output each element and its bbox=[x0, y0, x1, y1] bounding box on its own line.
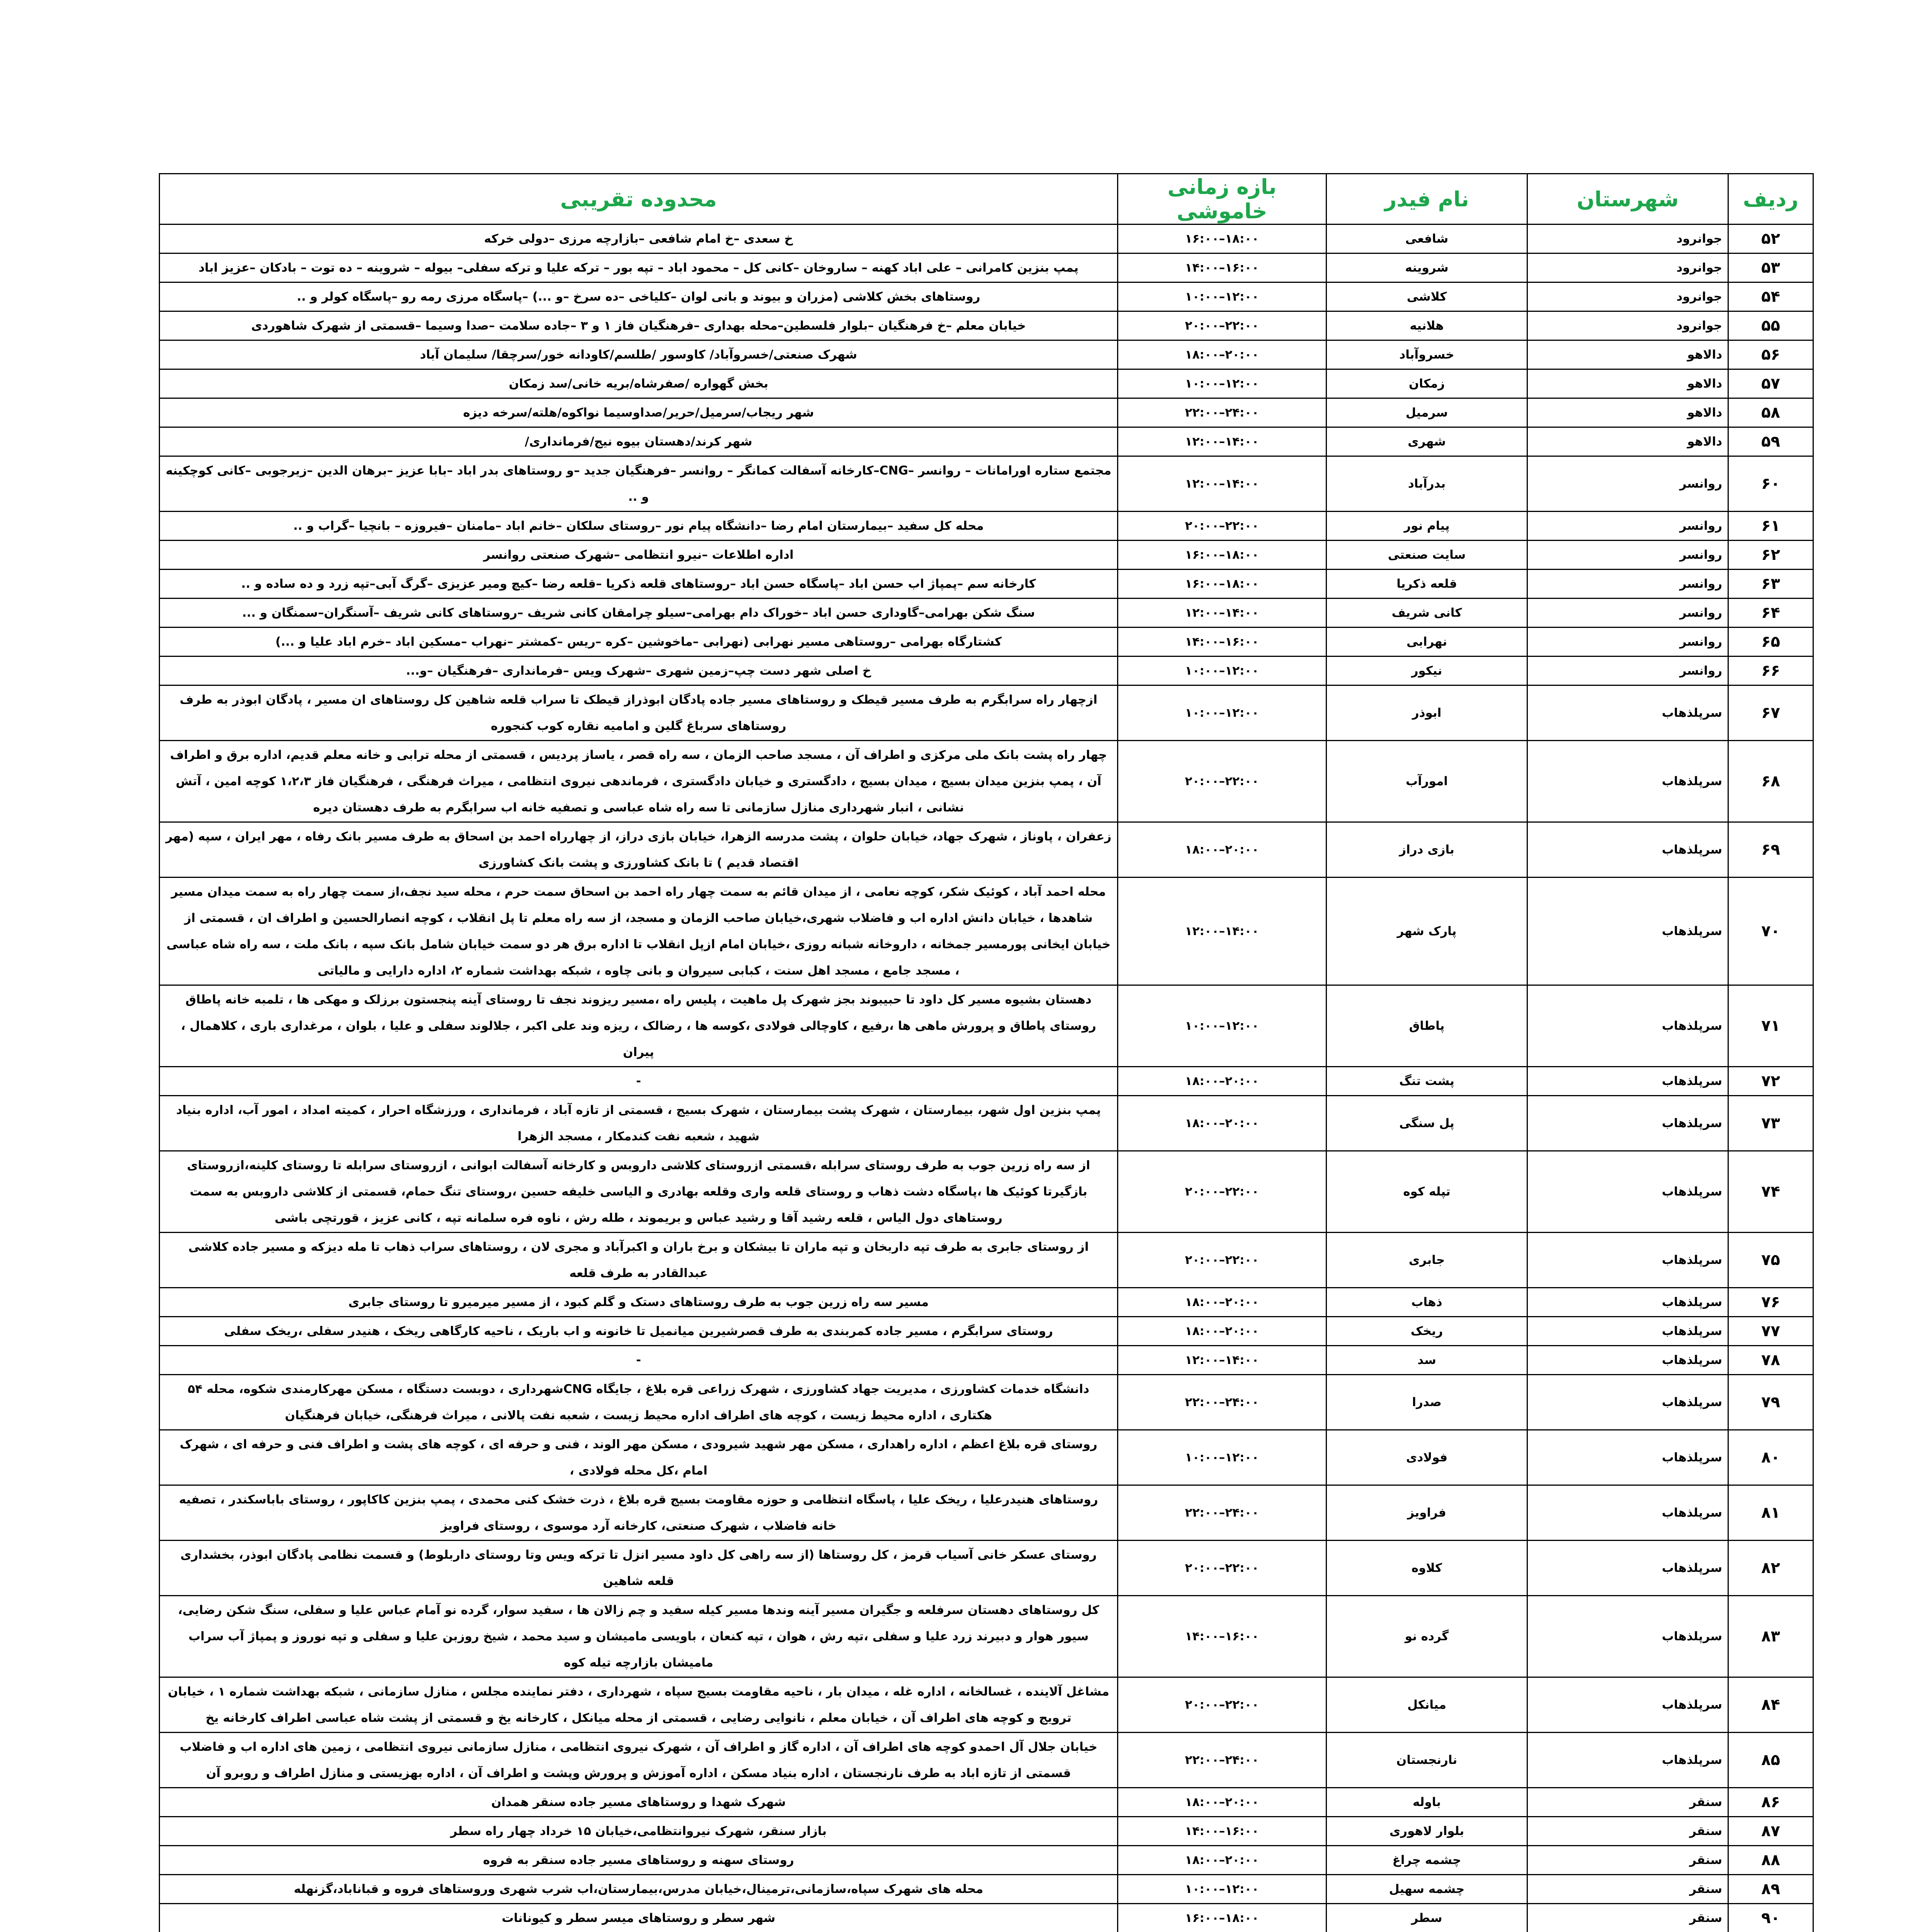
header-row bbox=[160, 174, 1813, 224]
table-body bbox=[160, 224, 1813, 1932]
row-number: ۹۰ bbox=[1728, 1904, 1813, 1932]
area-description-cell: روستای قره بلاغ اعظم ، اداره راهداری ، مسکن مهر شهید شیرودی ، مسکن مهر الوند ، فنی و حرفه ای ، کوچه های پشت و اطراف فنی و حرفه ای ، شهرک امام ،کل محله فولادی ، bbox=[160, 1430, 1118, 1485]
outage-time-cell: ۲۰:۰۰–۲۲:۰۰ bbox=[1118, 1233, 1327, 1288]
table-row bbox=[160, 1788, 1813, 1817]
row-number: ۶۷ bbox=[1728, 685, 1813, 741]
row-number: ۵۲ bbox=[1728, 224, 1813, 253]
area-description-cell: چهار راه پشت بانک ملی مرکزی و اطراف آن ، مسجد صاحب الزمان ، سه راه قصر ، یاساز پردیس ، قسمتی از محله ترابی و خانه معلم قدیم، اداره برق و اطراف آن ، پمپ بنزین میدان بسیج ، میدان بسیج ، دادگستری و خیابان دادگستری ، فرماندهی نیروی انتظامی ، میراث فرهنگی ، فرهنگیان فاز ۱،۲،۳ کوچه امین ، آتش نشانی ، انبار شهرداری منازل سازمانی تا سه راه شاه عباسی و تصفیه خانه اب سرابگرم به طرف دهستان دیره bbox=[160, 741, 1118, 822]
table-row bbox=[160, 253, 1813, 282]
feeder-name-cell: کانی شریف bbox=[1327, 599, 1527, 628]
area-description-cell: محله های شهرک سپاه،سازمانی،ترمینال،خیابان مدرس،بیمارستان،اب شرب شهری وروستاهای فروه و قباناباد،گزنهله bbox=[160, 1875, 1118, 1904]
row-number: ۸۸ bbox=[1728, 1846, 1813, 1875]
table-row bbox=[160, 878, 1813, 985]
outage-schedule-sheet bbox=[160, 173, 1814, 1932]
outage-table bbox=[159, 173, 1814, 1932]
area-description-cell: دهستان بشیوه مسیر کل داود تا حبیبوند بجز شهرک پل ماهیت ، پلیس راه ،مسیر ریزوند نجف تا روستای آینه پنجستون برزلک و مهکی ها ، تلمبه خانه پاطاق روستای پاطاق و پرورش ماهی ها ،رفیع ، کاوچالی فولادی ،کوسه ها ، رضالک ، ریزه وند علی اکبر ، جلالوند سفلی و علیا ، بلوان ، مرغداری باری ، کلاهمال ، پیران bbox=[160, 985, 1118, 1067]
outage-time-cell: ۲۰:۰۰–۲۲:۰۰ bbox=[1118, 1151, 1327, 1233]
area-description-cell: اداره اطلاعات –نیرو انتظامی –شهرک صنعتی روانسر bbox=[160, 541, 1118, 570]
outage-time-cell: ۲۰:۰۰–۲۲:۰۰ bbox=[1118, 741, 1327, 822]
outage-time-cell: ۱۰:۰۰–۱۲:۰۰ bbox=[1118, 685, 1327, 741]
row-number: ۶۰ bbox=[1728, 456, 1813, 512]
row-number: ۸۳ bbox=[1728, 1596, 1813, 1677]
row-number: ۷۳ bbox=[1728, 1096, 1813, 1151]
table-row bbox=[160, 541, 1813, 570]
feeder-name-cell: امورآب bbox=[1327, 741, 1527, 822]
city-cell: سرپلذهاب bbox=[1527, 878, 1728, 985]
row-number: ۶۵ bbox=[1728, 628, 1813, 656]
area-description-cell: شهرک شهدا و روستاهای مسیر جاده سنقر همدان bbox=[160, 1788, 1118, 1817]
table-row bbox=[160, 741, 1813, 822]
table-row bbox=[160, 1875, 1813, 1904]
outage-time-cell: ۲۲:۰۰–۲۴:۰۰ bbox=[1118, 398, 1327, 427]
table-row bbox=[160, 1677, 1813, 1733]
outage-time-cell: ۱۸:۰۰–۲۰:۰۰ bbox=[1118, 340, 1327, 369]
table-row bbox=[160, 224, 1813, 253]
city-cell: روانسر bbox=[1527, 456, 1728, 512]
city-cell: سرپلذهاب bbox=[1527, 741, 1728, 822]
feeder-name-cell: شهری bbox=[1327, 427, 1527, 456]
row-number: ۸۴ bbox=[1728, 1677, 1813, 1733]
row-number: ۸۷ bbox=[1728, 1817, 1813, 1846]
area-description-cell: - bbox=[160, 1346, 1118, 1375]
outage-time-cell: ۲۲:۰۰–۲۴:۰۰ bbox=[1118, 1375, 1327, 1430]
table-row bbox=[160, 1596, 1813, 1677]
feeder-name-cell: تپله کوه bbox=[1327, 1151, 1527, 1233]
area-description-cell: روستاهای بخش کلاشی (مزران و بیوند و بانی لوان –کلیاخی –ده سرخ –و ...) –پاسگاه مرزی رمه رو –پاسگاه کولر و .. bbox=[160, 282, 1118, 311]
table-row bbox=[160, 1485, 1813, 1541]
feeder-name-cell: کلاشی bbox=[1327, 282, 1527, 311]
table-row bbox=[160, 1233, 1813, 1288]
area-description-cell: محله احمد آباد ، کوئیک شکر، کوچه نعامی ، از میدان قائم به سمت چهار راه احمد بن اسحاق سمت حرم ، محله سید نجف،از سمت چهار راه به سمت میدان مسیر شاهدها ، خیابان دانش اداره اب و فاضلاب شهری،خیابان صاحب الزمان و مسجد، از سه راه معلم تا پل انقلاب ، کوچه انصارالحسین و اطراف ان ، قسمتی از خیابان ایخانی پورمسیر جمخانه ، داروخانه شبانه روزی ،خیابان امام ازپل انقلاب تا اداره برق هر دو سمت خیابان شامل بانک سپه ، بانک ملت ، سه راه شاه عباسی ، مسجد جامع ، مسجد اهل سنت ، کبابی سیروان و بانی چاوه ، شبکه بهداشت شماره ۲، اداره دارایی و مالیاتی bbox=[160, 878, 1118, 985]
city-cell: سرپلذهاب bbox=[1527, 1430, 1728, 1485]
row-number: ۷۵ bbox=[1728, 1233, 1813, 1288]
feeder-name-cell: پارک شهر bbox=[1327, 878, 1527, 985]
area-description-cell: شهرک صنعتی/خسروآباد/ کاوسور /طلسم/کاودانه خور/سرچقا/ سلیمان آباد bbox=[160, 340, 1118, 369]
row-number: ۵۳ bbox=[1728, 253, 1813, 282]
city-cell: سرپلذهاب bbox=[1527, 1596, 1728, 1677]
feeder-name-cell: صدرا bbox=[1327, 1375, 1527, 1430]
outage-time-cell: ۲۰:۰۰–۲۲:۰۰ bbox=[1118, 512, 1327, 541]
table-row bbox=[160, 1904, 1813, 1932]
area-description-cell: شهر سطر و روستاهای میسر سطر و کیونانات bbox=[160, 1904, 1118, 1932]
feeder-name-cell: بدرآباد bbox=[1327, 456, 1527, 512]
feeder-name-cell: سایت صنعتی bbox=[1327, 541, 1527, 570]
feeder-name-cell: سرمیل bbox=[1327, 398, 1527, 427]
row-number: ۵۷ bbox=[1728, 369, 1813, 398]
table-row bbox=[160, 398, 1813, 427]
feeder-name-cell: بلوار لاهوری bbox=[1327, 1817, 1527, 1846]
area-description-cell: روستای سهنه و روستاهای مسیر جاده سنقر به فروه bbox=[160, 1846, 1118, 1875]
header-city: شهرستان bbox=[1527, 174, 1728, 224]
area-description-cell: خ اصلی شهر دست چپ–زمین شهری –شهرک ویس –فرمانداری –فرهنگیان –و... bbox=[160, 656, 1118, 685]
city-cell: روانسر bbox=[1527, 628, 1728, 656]
row-number: ۷۷ bbox=[1728, 1317, 1813, 1346]
city-cell: سرپلذهاب bbox=[1527, 1677, 1728, 1733]
feeder-name-cell: چشمه چراغ bbox=[1327, 1846, 1527, 1875]
area-description-cell: بخش گهواره /صفرشاه/بریه خانی/سد زمکان bbox=[160, 369, 1118, 398]
row-number: ۸۱ bbox=[1728, 1485, 1813, 1541]
city-cell: سرپلذهاب bbox=[1527, 1151, 1728, 1233]
outage-time-cell: ۱۸:۰۰–۲۰:۰۰ bbox=[1118, 822, 1327, 878]
city-cell: دالاهو bbox=[1527, 340, 1728, 369]
outage-time-cell: ۲۰:۰۰–۲۲:۰۰ bbox=[1118, 1541, 1327, 1596]
table-row bbox=[160, 1151, 1813, 1233]
feeder-name-cell: قلعه ذکریا bbox=[1327, 570, 1527, 599]
city-cell: سنقر bbox=[1527, 1846, 1728, 1875]
city-cell: روانسر bbox=[1527, 512, 1728, 541]
row-number: ۵۵ bbox=[1728, 311, 1813, 340]
feeder-name-cell: باوله bbox=[1327, 1788, 1527, 1817]
feeder-name-cell: ریخک bbox=[1327, 1317, 1527, 1346]
table-row bbox=[160, 1846, 1813, 1875]
city-cell: سرپلذهاب bbox=[1527, 1067, 1728, 1096]
city-cell: سرپلذهاب bbox=[1527, 1233, 1728, 1288]
city-cell: دالاهو bbox=[1527, 398, 1728, 427]
row-number: ۷۶ bbox=[1728, 1288, 1813, 1317]
table-header bbox=[160, 174, 1813, 224]
area-description-cell: کل روستاهای دهستان سرفلعه و جگیران مسیر آینه وندها مسیر کیله سفید و چم زالان ها ، سفید سوار، گرده نو آمام عباس علیا و سفلی، سنگ شکن رضایی، سیور هوار و دبیرند زرد علیا و سفلی ،تپه رش ، هوان ، تپه کنعان ، باویسی مامیشان و سید محمد ، شیخ روزبن علیا و سفلی و تپه نوروز و پمپاژ آب سراب مامیشان بازارچه تیله کوه bbox=[160, 1596, 1118, 1677]
row-number: ۶۹ bbox=[1728, 822, 1813, 878]
outage-time-cell: ۱۲:۰۰–۱۴:۰۰ bbox=[1118, 878, 1327, 985]
header-feeder: نام فیدر bbox=[1327, 174, 1527, 224]
area-description-cell: خیابان جلال آل احمدو کوچه های اطراف آن ، اداره گاز و اطراف آن ، شهرک نیروی انتظامی ، منازل سازمانی نیروی انتظامی ، زمین های اداره اب و فاضلاب قسمتی از تازه اباد به طرف نارنجستان ، اداره بنیاد مسکن ، اداره آموزش و پرورش وپشت و اطراف آن ، اداره بهزیستی و منازل اطراف و روبرو آن bbox=[160, 1733, 1118, 1788]
city-cell: سرپلذهاب bbox=[1527, 1541, 1728, 1596]
feeder-name-cell: سد bbox=[1327, 1346, 1527, 1375]
city-cell: سرپلذهاب bbox=[1527, 1317, 1728, 1346]
header-time: بازه زمانی خاموشی bbox=[1118, 174, 1327, 224]
table-row bbox=[160, 427, 1813, 456]
city-cell: روانسر bbox=[1527, 656, 1728, 685]
feeder-name-cell: نیکور bbox=[1327, 656, 1527, 685]
outage-time-cell: ۱۰:۰۰–۱۲:۰۰ bbox=[1118, 282, 1327, 311]
feeder-name-cell: پیام نور bbox=[1327, 512, 1527, 541]
outage-time-cell: ۱۸:۰۰–۲۰:۰۰ bbox=[1118, 1288, 1327, 1317]
table-row bbox=[160, 456, 1813, 512]
table-row bbox=[160, 1346, 1813, 1375]
table-row bbox=[160, 685, 1813, 741]
table-row bbox=[160, 656, 1813, 685]
header-radif: ردیف bbox=[1728, 174, 1813, 224]
feeder-name-cell: پشت تنگ bbox=[1327, 1067, 1527, 1096]
area-description-cell: از سه راه زرین جوب به طرف روستای سرابله ،قسمتی ازروستای کلاشی داروبس و کارخانه آسفالت ابوانی ، ازروستای سرابله تا روستای کلینه،ازروستای بازگیرتا کوئیک ها ،پاسگاه دشت ذهاب و روستای قلعه واری وقلعه بهادری و الیاسی خلیفه حسین ،روستای تنگ حمام، قسمتی از کلاشی داروبس به سمت روستاهای دول الیاس ، قلعه رشید آقا و رشید عباس و بریموند ، طله رش ، ناوه فره سلمانه تپه ، کانی عزیز ، قورتچی باشی bbox=[160, 1151, 1118, 1233]
feeder-name-cell: خسروآباد bbox=[1327, 340, 1527, 369]
feeder-name-cell: کلاوه bbox=[1327, 1541, 1527, 1596]
city-cell: سنقر bbox=[1527, 1788, 1728, 1817]
area-description-cell: کارخانه سم –پمپاژ اب حسن اباد –پاسگاه حسن اباد –روستاهای قلعه ذکریا –قلعه رضا –کیچ ومیر عزیزی –گرگ آبی–تپه زرد و ده ساده و .. bbox=[160, 570, 1118, 599]
table-row bbox=[160, 1430, 1813, 1485]
city-cell: سرپلذهاب bbox=[1527, 1288, 1728, 1317]
city-cell: سرپلذهاب bbox=[1527, 1096, 1728, 1151]
feeder-name-cell: نارنجستان bbox=[1327, 1733, 1527, 1788]
area-description-cell: شهر ریجاب/سرمیل/حریر/صداوسیما نواکوه/هلته/سرخه دیزه bbox=[160, 398, 1118, 427]
table-row bbox=[160, 985, 1813, 1067]
outage-time-cell: ۱۲:۰۰–۱۴:۰۰ bbox=[1118, 456, 1327, 512]
city-cell: سنقر bbox=[1527, 1817, 1728, 1846]
city-cell: سرپلذهاب bbox=[1527, 1346, 1728, 1375]
outage-time-cell: ۱۰:۰۰–۱۲:۰۰ bbox=[1118, 656, 1327, 685]
feeder-name-cell: زمکان bbox=[1327, 369, 1527, 398]
row-number: ۶۳ bbox=[1728, 570, 1813, 599]
outage-time-cell: ۱۰:۰۰–۱۲:۰۰ bbox=[1118, 369, 1327, 398]
feeder-name-cell: ابوذر bbox=[1327, 685, 1527, 741]
outage-time-cell: ۱۰:۰۰–۱۲:۰۰ bbox=[1118, 1430, 1327, 1485]
table-row bbox=[160, 1288, 1813, 1317]
outage-time-cell: ۲۲:۰۰–۲۴:۰۰ bbox=[1118, 1733, 1327, 1788]
feeder-name-cell: فراویز bbox=[1327, 1485, 1527, 1541]
outage-time-cell: ۱۴:۰۰–۱۶:۰۰ bbox=[1118, 253, 1327, 282]
feeder-name-cell: میانکل bbox=[1327, 1677, 1527, 1733]
row-number: ۸۹ bbox=[1728, 1875, 1813, 1904]
outage-time-cell: ۱۲:۰۰–۱۴:۰۰ bbox=[1118, 599, 1327, 628]
city-cell: سرپلذهاب bbox=[1527, 1485, 1728, 1541]
city-cell: جوانرود bbox=[1527, 253, 1728, 282]
city-cell: سرپلذهاب bbox=[1527, 985, 1728, 1067]
table-row bbox=[160, 340, 1813, 369]
feeder-name-cell: شروینه bbox=[1327, 253, 1527, 282]
area-description-cell: از روستای جابری به طرف تپه داربخان و تپه ماران تا بیشکان و برخ باران و اکبرآباد و مجری لان ، روستاهای سراب ذهاب تا مله دیزکه و مسیر جاده کلاشی عبدالقادر به طرف قلعه bbox=[160, 1233, 1118, 1288]
row-number: ۸۵ bbox=[1728, 1733, 1813, 1788]
table-row bbox=[160, 512, 1813, 541]
row-number: ۶۲ bbox=[1728, 541, 1813, 570]
outage-time-cell: ۱۸:۰۰–۲۰:۰۰ bbox=[1118, 1846, 1327, 1875]
table-row bbox=[160, 1733, 1813, 1788]
table-row bbox=[160, 570, 1813, 599]
area-description-cell: سنگ شکن بهرامی–گاوداری حسن اباد –خوراک دام بهرامی–سیلو چرامقان کانی شریف –روستاهای کانی شریف –آسنگران–سمنگان و ... bbox=[160, 599, 1118, 628]
area-description-cell: - bbox=[160, 1067, 1118, 1096]
row-number: ۸۲ bbox=[1728, 1541, 1813, 1596]
outage-time-cell: ۱۴:۰۰–۱۶:۰۰ bbox=[1118, 1817, 1327, 1846]
row-number: ۶۱ bbox=[1728, 512, 1813, 541]
outage-time-cell: ۱۰:۰۰–۱۲:۰۰ bbox=[1118, 985, 1327, 1067]
table-row bbox=[160, 599, 1813, 628]
feeder-name-cell: شافعی bbox=[1327, 224, 1527, 253]
row-number: ۵۴ bbox=[1728, 282, 1813, 311]
city-cell: جوانرود bbox=[1527, 282, 1728, 311]
city-cell: سرپلذهاب bbox=[1527, 1733, 1728, 1788]
feeder-name-cell: ذهاب bbox=[1327, 1288, 1527, 1317]
outage-time-cell: ۱۸:۰۰–۲۰:۰۰ bbox=[1118, 1317, 1327, 1346]
row-number: ۷۱ bbox=[1728, 985, 1813, 1067]
area-description-cell: ازچهار راه سرابگرم به طرف مسیر قیطک و روستاهای مسیر جاده پادگان ابوذراز قیطک تا سراب قلعه شاهین کل روستاهای ان مسیر ، پادگان ابوذر به طرف روستاهای سرباغ گلین و امامیه نقاره کوب کنجوره bbox=[160, 685, 1118, 741]
city-cell: روانسر bbox=[1527, 541, 1728, 570]
row-number: ۷۹ bbox=[1728, 1375, 1813, 1430]
table-row bbox=[160, 1096, 1813, 1151]
row-number: ۷۲ bbox=[1728, 1067, 1813, 1096]
table-row bbox=[160, 1067, 1813, 1096]
feeder-name-cell: نهرابی bbox=[1327, 628, 1527, 656]
outage-time-cell: ۱۴:۰۰–۱۶:۰۰ bbox=[1118, 628, 1327, 656]
area-description-cell: خ سعدی –خ امام شافعی –بازارچه مرزی –دولی خرکه bbox=[160, 224, 1118, 253]
outage-time-cell: ۱۴:۰۰–۱۶:۰۰ bbox=[1118, 1596, 1327, 1677]
area-description-cell: پمپ بنزین کامرانی – علی اباد کهنه – ساروخان –کانی کل – محمود اباد – تپه بور – ترکه علیا و ترکه سفلی– بیوله – شروینه – ده توت – بادکان –عزیز اباد bbox=[160, 253, 1118, 282]
outage-time-cell: ۱۶:۰۰–۱۸:۰۰ bbox=[1118, 1904, 1327, 1932]
row-number: ۷۰ bbox=[1728, 878, 1813, 985]
area-description-cell: محله کل سفید –بیمارستان امام رضا –دانشگاه پیام نور –روستای سلکان –خانم اباد –مامنان –فیروزه – بانچیا –گراب و .. bbox=[160, 512, 1118, 541]
area-description-cell: روستای عسکر خانی آسیاب قرمز ، کل روستاها (از سه راهی کل داود مسیر انزل تا ترکه ویس وتا روستای داربلوط) و قسمت نظامی پادگان ابوذر، بخشداری قلعه شاهین bbox=[160, 1541, 1118, 1596]
row-number: ۵۸ bbox=[1728, 398, 1813, 427]
area-description-cell: دانشگاه خدمات کشاورزی ، مدیریت جهاد کشاورزی ، شهرک زراعی قره بلاغ ، جایگاه CNGشهرداری ، دوبست دستگاه ، مسکن مهرکارمندی شکوه، محله ۵۴ هکتاری ، اداره محیط زیست ، کوچه های اطراف اداره محیط زیست ، شعبه نفت پالانی ، میراث فرهنگی، خیابان فرهنگیان bbox=[160, 1375, 1118, 1430]
feeder-name-cell: هلانیه bbox=[1327, 311, 1527, 340]
row-number: ۵۹ bbox=[1728, 427, 1813, 456]
city-cell: سرپلذهاب bbox=[1527, 685, 1728, 741]
row-number: ۵۶ bbox=[1728, 340, 1813, 369]
outage-time-cell: ۱۶:۰۰–۱۸:۰۰ bbox=[1118, 541, 1327, 570]
outage-time-cell: ۱۰:۰۰–۱۲:۰۰ bbox=[1118, 1875, 1327, 1904]
row-number: ۶۶ bbox=[1728, 656, 1813, 685]
feeder-name-cell: پاطاق bbox=[1327, 985, 1527, 1067]
outage-time-cell: ۱۶:۰۰–۱۸:۰۰ bbox=[1118, 570, 1327, 599]
row-number: ۷۸ bbox=[1728, 1346, 1813, 1375]
table-row bbox=[160, 1375, 1813, 1430]
outage-time-cell: ۲۰:۰۰–۲۲:۰۰ bbox=[1118, 311, 1327, 340]
feeder-name-cell: پل سنگی bbox=[1327, 1096, 1527, 1151]
city-cell: سرپلذهاب bbox=[1527, 822, 1728, 878]
table-row bbox=[160, 369, 1813, 398]
area-description-cell: مشاغل آلاینده ، غسالخانه ، اداره غله ، میدان بار ، ناحیه مقاومت بسیج سپاه ، شهرداری ، دفتر نماینده مجلس ، منازل سازمانی ، شبکه بهداشت شماره ۱ ، خیابان ترویج و کوچه های اطراف آن ، خیابان معلم ، نانوایی رضایی ، قسمتی از محله میانکل ، کارخانه یخ و قسمتی از پشت شاه عباسی اطراف کارخانه یخ bbox=[160, 1677, 1118, 1733]
table-row bbox=[160, 1541, 1813, 1596]
table-row bbox=[160, 822, 1813, 878]
row-number: ۸۶ bbox=[1728, 1788, 1813, 1817]
outage-time-cell: ۲۰:۰۰–۲۲:۰۰ bbox=[1118, 1677, 1327, 1733]
feeder-name-cell: جابری bbox=[1327, 1233, 1527, 1288]
city-cell: سنقر bbox=[1527, 1875, 1728, 1904]
area-description-cell: مجتمع ستاره اورامانات – روانسر –CNG–کارخانه آسفالت کمانگر – روانسر –فرهنگیان جدید –و روستاهای بدر اباد –بابا عزیز –برهان الدین –زیرجوبی –کانی کوچکینه و .. bbox=[160, 456, 1118, 512]
outage-time-cell: ۱۸:۰۰–۲۰:۰۰ bbox=[1118, 1788, 1327, 1817]
city-cell: روانسر bbox=[1527, 570, 1728, 599]
outage-time-cell: ۱۶:۰۰–۱۸:۰۰ bbox=[1118, 224, 1327, 253]
area-description-cell: بازار سنقر، شهرک نیروانتظامی،خیابان ۱۵ خرداد چهار راه سطر bbox=[160, 1817, 1118, 1846]
city-cell: سنقر bbox=[1527, 1904, 1728, 1932]
area-description-cell: روستای سرابگرم ، مسیر جاده کمربندی به طرف قصرشیرین میانمیل تا خانونه و اب باریک ، ناحیه کارگاهی ریخک ، هنیدر سفلی ،ریخک سفلی bbox=[160, 1317, 1118, 1346]
outage-time-cell: ۱۸:۰۰–۲۰:۰۰ bbox=[1118, 1067, 1327, 1096]
feeder-name-cell: سطر bbox=[1327, 1904, 1527, 1932]
feeder-name-cell: گرده نو bbox=[1327, 1596, 1527, 1677]
city-cell: سرپلذهاب bbox=[1527, 1375, 1728, 1430]
row-number: ۶۴ bbox=[1728, 599, 1813, 628]
table-row bbox=[160, 628, 1813, 656]
area-description-cell: مسیر سه راه زرین جوب به طرف روستاهای دستک و گلم کبود ، از مسیر میرمیرو تا روستای جابری bbox=[160, 1288, 1118, 1317]
city-cell: دالاهو bbox=[1527, 369, 1728, 398]
area-description-cell: روستاهای هنیدرعلیا ، ریخک علیا ، پاسگاه انتظامی و حوزه مقاومت بسیج قره بلاغ ، ذرت خشک کنی محمدی ، پمپ بنزین کاکاپور ، روستای باباسکندر ، تصفیه خانه فاضلاب ، شهرک صنعتی، کارخانه آرد موسوی ، روستای فراویز bbox=[160, 1485, 1118, 1541]
row-number: ۸۰ bbox=[1728, 1430, 1813, 1485]
feeder-name-cell: بازی دراز bbox=[1327, 822, 1527, 878]
row-number: ۶۸ bbox=[1728, 741, 1813, 822]
table-row bbox=[160, 311, 1813, 340]
area-description-cell: پمپ بنزین اول شهر، بیمارستان ، شهرک پشت بیمارستان ، شهرک بسیج ، قسمتی از تازه آباد ، فرمانداری ، ورزشگاه احرار ، کمیته امداد ، امور آب، اداره بنیاد شهید ، شعبه نفت کندمکار ، مسجد الزهرا bbox=[160, 1096, 1118, 1151]
table-row bbox=[160, 1317, 1813, 1346]
area-description-cell: کشتارگاه بهرامی –روستاهی مسیر نهرابی (نهرابی –ماخوشین –کره –ریس –کمشتر –نهراب –مسکین اباد –خرم اباد علیا و ...) bbox=[160, 628, 1118, 656]
row-number: ۷۴ bbox=[1728, 1151, 1813, 1233]
city-cell: روانسر bbox=[1527, 599, 1728, 628]
city-cell: جوانرود bbox=[1527, 224, 1728, 253]
feeder-name-cell: چشمه سهیل bbox=[1327, 1875, 1527, 1904]
area-description-cell: زعفران ، پاوناز ، شهرک جهاد، خیابان حلوان ، پشت مدرسه الزهرا، خیابان بازی دراز، از چهارراه احمد بن اسحاق به طرف مسیر بانک رفاه ، مهر ایران ، سپه (مهر اقتصاد قدیم ) تا بانک کشاورزی و پشت بانک کشاورزی bbox=[160, 822, 1118, 878]
header-area: محدوده تقریبی bbox=[160, 174, 1118, 224]
table-row bbox=[160, 1817, 1813, 1846]
table-row bbox=[160, 282, 1813, 311]
outage-time-cell: ۱۸:۰۰–۲۰:۰۰ bbox=[1118, 1096, 1327, 1151]
city-cell: جوانرود bbox=[1527, 311, 1728, 340]
feeder-name-cell: فولادی bbox=[1327, 1430, 1527, 1485]
city-cell: دالاهو bbox=[1527, 427, 1728, 456]
area-description-cell: خیابان معلم –خ فرهنگیان –بلوار فلسطین–محله بهداری –فرهنگیان فاز ۱ و ۳ –جاده سلامت –صدا وسیما –قسمتی از شهرک شاهوردی bbox=[160, 311, 1118, 340]
outage-time-cell: ۱۲:۰۰–۱۴:۰۰ bbox=[1118, 427, 1327, 456]
outage-time-cell: ۲۲:۰۰–۲۴:۰۰ bbox=[1118, 1485, 1327, 1541]
outage-time-cell: ۱۲:۰۰–۱۴:۰۰ bbox=[1118, 1346, 1327, 1375]
area-description-cell: شهر کرند/دهستان بیوه نیج/فرمانداری/ bbox=[160, 427, 1118, 456]
